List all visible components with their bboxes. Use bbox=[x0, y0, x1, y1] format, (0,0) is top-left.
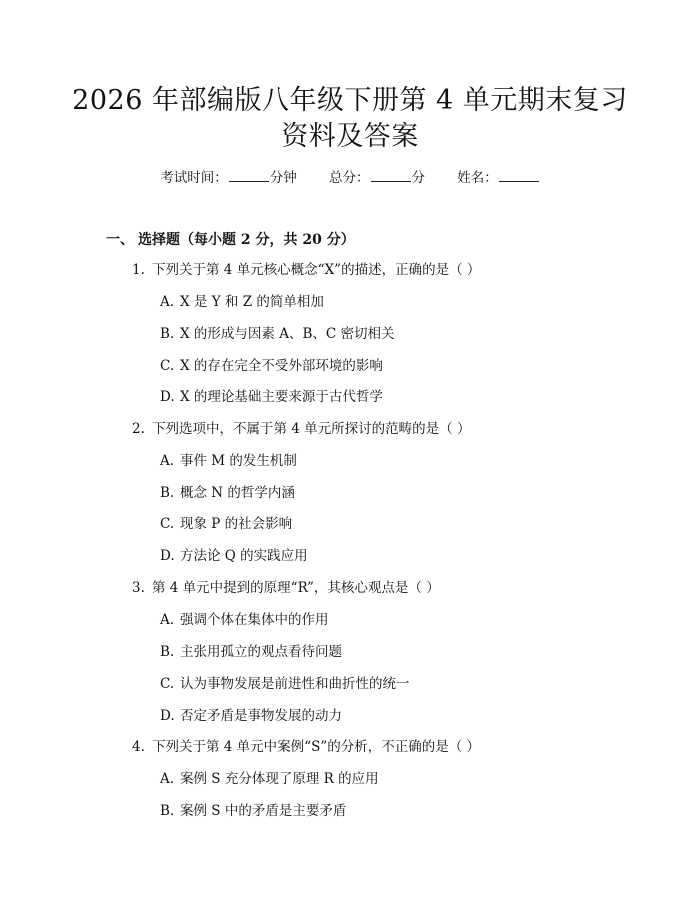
student-name-label: 姓名： bbox=[457, 170, 498, 186]
section-heading bbox=[106, 229, 355, 251]
total-score-label: 总分： bbox=[329, 170, 370, 186]
option-text: X 的存在完全不受外部环境的影响 bbox=[180, 358, 383, 374]
option-text: 方法论 Q 的实践应用 bbox=[180, 548, 308, 564]
exam-meta-row bbox=[0, 168, 700, 188]
total-score-field bbox=[329, 168, 425, 188]
question-text: 下列关于第 4 单元核心概念“X”的描述，正确的是（ ） bbox=[152, 262, 481, 278]
answer-option bbox=[160, 513, 292, 535]
document-title-line-2: 资料及答案 bbox=[281, 121, 419, 152]
question-stem bbox=[132, 736, 480, 758]
question-number: 3. bbox=[132, 580, 145, 596]
answer-option bbox=[160, 545, 308, 567]
option-text: 强调个体在集体中的作用 bbox=[180, 612, 329, 628]
answer-option bbox=[160, 386, 383, 408]
option-text: 否定矛盾是事物发展的动力 bbox=[180, 708, 342, 724]
question-number: 4. bbox=[132, 739, 145, 755]
option-text: 案例 S 充分体现了原理 R 的应用 bbox=[180, 771, 379, 787]
answer-option bbox=[160, 768, 379, 790]
exam-time-blank bbox=[229, 169, 269, 182]
document-title-line-1: 2026 年部编版八年级下册第 4 单元期末复习 bbox=[72, 85, 628, 116]
option-letter: C. bbox=[160, 516, 175, 532]
question-stem bbox=[132, 577, 440, 599]
section-number: 一、 bbox=[106, 232, 134, 248]
question-number: 2. bbox=[132, 421, 145, 437]
option-text: X 是 Y 和 Z 的简单相加 bbox=[180, 294, 324, 310]
option-letter: A. bbox=[160, 771, 175, 787]
option-letter: A. bbox=[160, 294, 175, 310]
answer-option bbox=[160, 800, 346, 822]
question-text: 第 4 单元中提到的原理“R”，其核心观点是（ ） bbox=[152, 580, 440, 596]
total-score-unit: 分 bbox=[411, 170, 425, 186]
question-number: 1. bbox=[132, 262, 145, 278]
option-letter: A. bbox=[160, 453, 175, 469]
exam-time-unit: 分钟 bbox=[269, 170, 297, 186]
question-text: 下列选项中，不属于第 4 单元所探讨的范畴的是（ ） bbox=[152, 421, 471, 437]
answer-option bbox=[160, 482, 295, 504]
option-text: 案例 S 中的矛盾是主要矛盾 bbox=[180, 803, 347, 819]
option-letter: B. bbox=[160, 644, 175, 660]
option-letter: B. bbox=[160, 803, 175, 819]
option-letter: A. bbox=[160, 612, 175, 628]
option-text: 事件 M 的发生机制 bbox=[180, 453, 297, 469]
section-title: 选择题（每小题 2 分，共 20 分） bbox=[138, 232, 355, 248]
question-stem bbox=[132, 418, 470, 440]
total-score-blank bbox=[371, 169, 411, 182]
option-text: 现象 P 的社会影响 bbox=[180, 516, 293, 532]
answer-option bbox=[160, 641, 342, 663]
answer-option bbox=[160, 609, 329, 631]
answer-option bbox=[160, 673, 410, 695]
option-letter: D. bbox=[160, 389, 175, 405]
option-letter: D. bbox=[160, 708, 175, 724]
answer-option bbox=[160, 323, 394, 345]
option-letter: D. bbox=[160, 548, 175, 564]
option-text: 认为事物发展是前进性和曲折性的统一 bbox=[180, 676, 410, 692]
option-text: X 的形成与因素 A、B、C 密切相关 bbox=[180, 326, 395, 342]
option-text: 主张用孤立的观点看待问题 bbox=[180, 644, 342, 660]
student-name-blank bbox=[499, 169, 539, 182]
option-text: X 的理论基础主要来源于古代哲学 bbox=[180, 389, 383, 405]
student-name-field bbox=[457, 168, 540, 188]
option-letter: C. bbox=[160, 676, 175, 692]
answer-option bbox=[160, 355, 383, 377]
option-letter: C. bbox=[160, 358, 175, 374]
answer-option bbox=[160, 705, 342, 727]
question-text: 下列关于第 4 单元中案例“S”的分析，不正确的是（ ） bbox=[152, 739, 481, 755]
answer-option bbox=[160, 291, 324, 313]
option-text: 概念 N 的哲学内涵 bbox=[180, 485, 295, 501]
option-letter: B. bbox=[160, 485, 175, 501]
answer-option bbox=[160, 450, 297, 472]
option-letter: B. bbox=[160, 326, 175, 342]
exam-time-field bbox=[160, 168, 297, 188]
question-stem bbox=[132, 259, 480, 281]
exam-time-label: 考试时间： bbox=[160, 170, 228, 186]
